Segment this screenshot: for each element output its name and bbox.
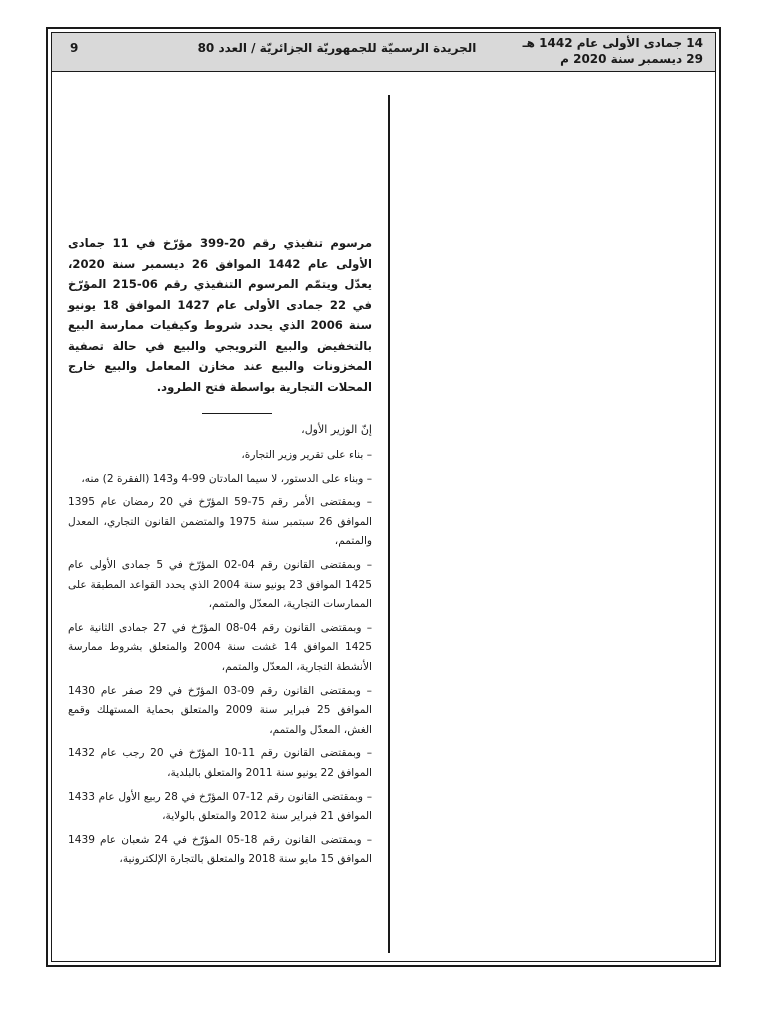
recital-item: – وبمقتضى القانون رقم 18-05 المؤرّخ في 24 شعبان عام 1439 الموافق 15 مايو سنة 2018 والمتعلق بالتجارة الإلكترونية،	[68, 833, 373, 866]
recital-item: – وبمقتضى القانون رقم 04-08 المؤرّخ في 27 جمادى الثانية عام 1425 الموافق 14 غشت سنة 2004 والمتعلق بشروط ممارسة الأنشطة التجارية، المعدّل والمتمم،	[68, 621, 373, 673]
recital-item: – وبمقتضى الأمر رقم 75-59 المؤرّخ في 20 رمضان عام 1395 الموافق 26 سبتمبر سنة 1975 والمتضمن القانون التجاري، المعدل والمتمم،	[68, 496, 372, 548]
header-date-gregorian: 29 ديسمبر سنة 2020 م	[560, 52, 703, 66]
recital-item: – وبمقتضى القانون رقم 11-10 المؤرّخ في 20 رجب عام 1432 الموافق 22 يونيو سنة 2011 والمتعلق بالبلدية،	[68, 747, 372, 779]
column-divider	[388, 95, 390, 953]
journal-title: الجريدة الرسميّة للجمهوريّة الجزائريّة / العدد 80	[197, 41, 477, 55]
page-frame	[46, 27, 721, 967]
page-number: 9	[70, 41, 79, 55]
recital-item: – بناء على تقرير وزير التجارة،	[241, 449, 372, 461]
recital-item: – وبمقتضى القانون رقم 12-07 المؤرّخ في 28 ربيع الأول عام 1433 الموافق 21 فبراير سنة 2012 والمتعلق بالولاية،	[68, 790, 372, 823]
header-date-hijri: 14 جمادى الأولى عام 1442 هـ	[522, 36, 703, 50]
recital-item: – وبمقتضى القانون رقم 09-03 المؤرّخ في 29 صفر عام 1430 الموافق 25 فبراير سنة 2009 والمتعلق بحماية المستهلك وقمع الغش، المعدّل والمتمم،	[68, 684, 372, 736]
page-header	[52, 33, 715, 72]
decree-opener: إنّ الوزير الأول،	[301, 423, 372, 436]
inner-frame	[51, 32, 716, 962]
title-separator	[202, 413, 272, 414]
recital-item: – وبناء على الدستور، لا سيما المادتان 99-4 و143 (الفقرة 2) منه،	[81, 472, 372, 485]
decree-title: مرسوم تنفيذي رقم 20-399 مؤرّخ في 11 جمادى الأولى عام 1442 الموافق 26 ديسمبر سنة 2020، يعدّل ويتمّم المرسوم التنفيذي رقم 06-215 المؤرّخ في 22 جمادى الأولى عام 1427 الموافق 18 يونيو سنة 2006 الذي يحدد شروط وكيفيات ممارسة البيع بالتخفيض والبيع الترويجي والبيع في حالة تصفية المخزونات والبيع عند مخازن المعامل والبيع خارج المحلات التجارية بواسطة فتح الطرود.	[68, 236, 372, 394]
header-date	[523, 35, 703, 67]
recital-item: – وبمقتضى القانون رقم 04-02 المؤرّخ في 5 جمادى الأولى عام 1425 الموافق 23 يونيو سنة 2004 الذي يحدد القواعد المطبقة على الممارسات التجارية، المعدّل والمتمم،	[68, 558, 373, 611]
decree-column	[68, 233, 372, 874]
